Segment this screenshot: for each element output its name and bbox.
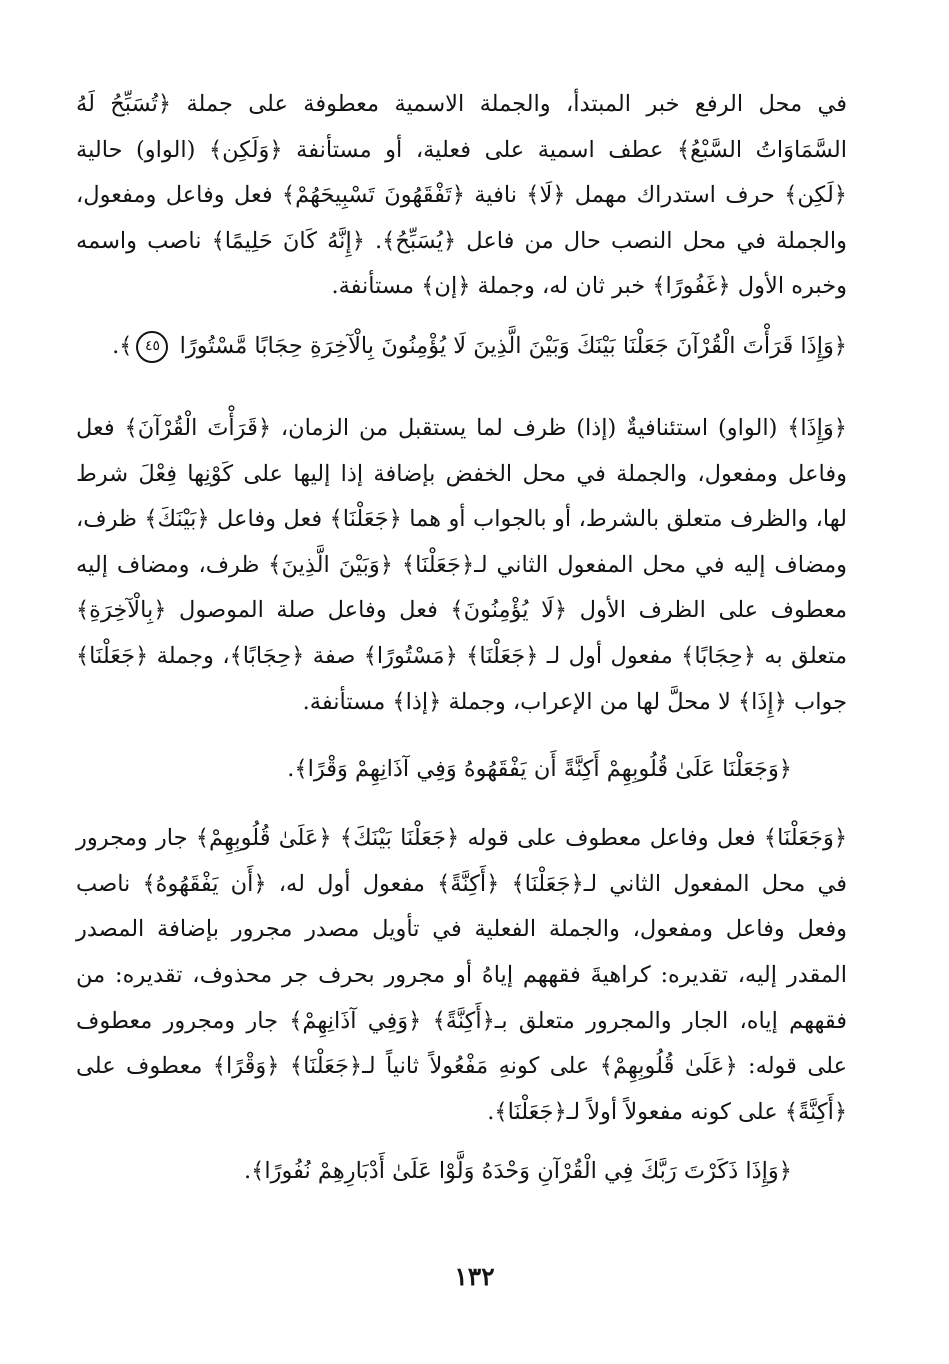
commentary-paragraph-1: في محل الرفع خبر المبتدأ، والجملة الاسمية معطوفة على جملة ﴿تُسَبِّحُ لَهُ السَّمَاوَاتُ السَّبْعُ﴾ عطف اسمية على فعلية، أو مستأنفة ﴿وَلَكِن﴾ (الواو) حالية ﴿لَكِن﴾ حرف استدراك مهمل ﴿لَا﴾ نافية ﴿تَفْقَهُونَ تَسْبِيحَهُمْ﴾ فعل وفاعل ومفعول، والجملة في محل النصب حال من فاعل ﴿يُسَبِّحُ﴾. ﴿إِنَّهُ كَانَ حَلِيمًا﴾ ناصب واسمه وخبره الأول ﴿غَفُورًا﴾ خبر ثان له، وجملة ﴿إن﴾ مستأنفة. — [76, 91, 847, 300]
quran-verse-46: ﴿وَجَعَلْنَا عَلَىٰ قُلُوبِهِمْ أَكِنَّةً أَن يَفْقَهُوهُ وَفِي آذَانِهِمْ وَقْرًا﴾. — [287, 756, 792, 783]
page-number: ١٣٢ — [454, 1262, 495, 1291]
commentary-paragraph-3: ﴿وَجَعَلْنَا﴾ فعل وفاعل معطوف على قوله ﴿جَعَلْنَا بَيْنَكَ﴾ ﴿عَلَىٰ قُلُوبِهِمْ﴾ جار ومجرور في محل المفعول الثاني لـ﴿جَعَلْنَا﴾ ﴿أَكِنَّةً﴾ مفعول أول له، ﴿أَن يَفْقَهُوهُ﴾ ناصب وفعل وفاعل ومفعول، والجملة الفعلية في تأويل مصدر مجرور بإضافة المصدر المقدر إليه، تقديره: كراهيةَ فقههم إياهُ أو مجرور بحرف جر محذوف، تقديره: من فقههم إياه، الجار والمجرور متعلق بـ﴿أَكِنَّةً﴾ ﴿وَفِي آذَانِهِمْ﴾ جار ومجرور معطوف على قوله: ﴿عَلَىٰ قُلُوبِهِمْ﴾ على كونهِ مَفْعُولاً ثانياً لـ﴿جَعَلْنَا﴾ ﴿وَقْرًا﴾ معطوف على ﴿أَكِنَّةً﴾ على كونه مفعولاً أولاً لـ﴿جَعَلْنَا﴾. — [76, 825, 847, 1125]
quran-verse-45 — [76, 324, 847, 368]
commentary-paragraph-2: ﴿وَإِذَا﴾ (الواو) استئنافيةٌ (إذا) ظرف لما يستقبل من الزمان، ﴿قَرَأْتَ الْقُرْآنَ﴾ فعل وفاعل ومفعول، والجملة في محل الخفض بإضافة إذا إليها على كَوْنِها فِعْلَ شرط لها، والظرف متعلق بالشرط، أو بالجواب أو هما ﴿جَعَلْنَا﴾ فعل وفاعل ﴿بَيْنَكَ﴾ ظرف، ومضاف إليه في محل المفعول الثاني لـ﴿جَعَلْنَا﴾ ﴿وَبَيْنَ الَّذِينَ﴾ ظرف، ومضاف إليه معطوف على الظرف الأول ﴿لَا يُؤْمِنُونَ﴾ فعل وفاعل صلة الموصول ﴿بِالْآخِرَةِ﴾ متعلق به ﴿حِجَابًا﴾ مفعول أول لـ ﴿جَعَلْنَا﴾ ﴿مَسْتُورًا﴾ صفة ﴿حِجَابًا﴾، وجملة ﴿جَعَلْنَا﴾ جواب ﴿إِذَا﴾ لا محلَّ لها من الإعراب، وجملة ﴿إذا﴾ مستأنفة. — [76, 414, 847, 715]
ayah-number-marker: ٤٥ — [136, 331, 168, 363]
verse-45-text: ﴿وَإِذَا قَرَأْتَ الْقُرْآنَ جَعَلْنَا بَيْنَكَ وَبَيْنَ الَّذِينَ لَا يُؤْمِنُونَ بِالْآخِرَةِ حِجَابًا مَّسْتُورًا — [179, 332, 847, 359]
quran-verse-46b: ﴿وَإِذَا ذَكَرْتَ رَبَّكَ فِي الْقُرْآنِ وَحْدَهُ وَلَّوْا عَلَىٰ أَدْبَارِهِمْ نُفُورًا﴾. — [244, 1158, 792, 1185]
verse-45-closing: ﴾. — [112, 332, 133, 359]
